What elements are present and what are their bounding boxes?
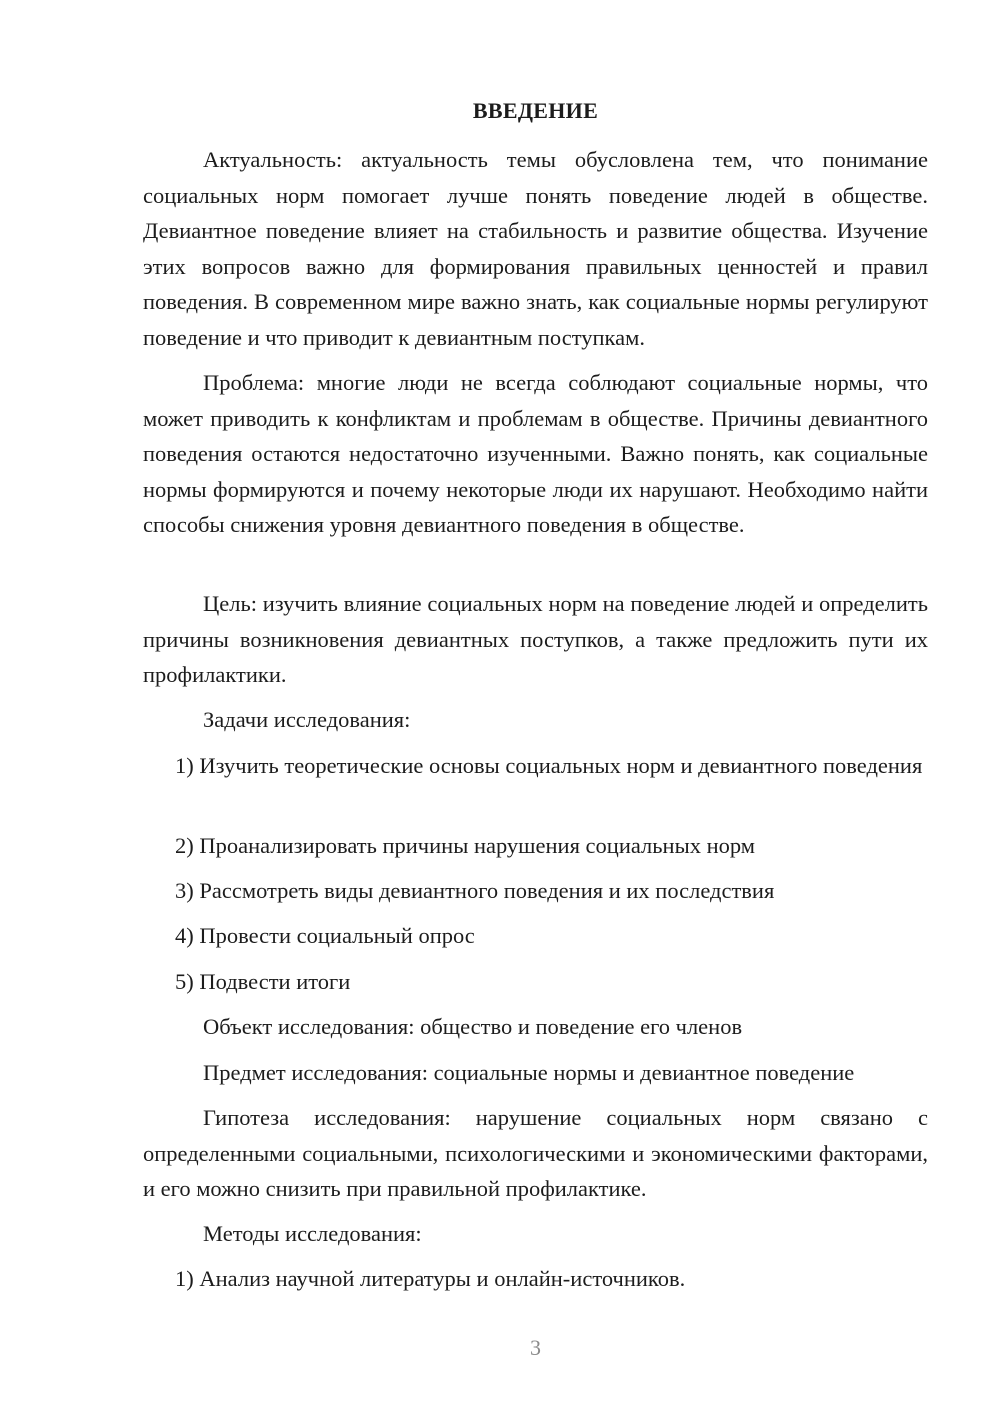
research-subject: Предмет исследования: социальные нормы и девиантное поведение	[203, 1060, 855, 1085]
tasks-heading: Задачи исследования:	[203, 707, 411, 732]
paragraph-goal: Цель: изучить влияние социальных норм на поведение людей и определить причины возникновения девиантных поступков, а также предложить пути их профилактики.	[143, 591, 928, 687]
paragraph-problem: Проблема: многие люди не всегда соблюдают социальные нормы, что может приводить к конфликтам и проблемам в обществе. Причины девиантного поведения остаются недостаточно изученными. Важно понять, как социальные нормы формируются и почему некоторые люди их нарушают. Необходимо найти способы снижения уровня девиантного поведения в обществе.	[143, 370, 928, 537]
task-item-5: 5) Подвести итоги	[175, 969, 351, 994]
task-item-1: 1) Изучить теоретические основы социальных норм и девиантного поведения	[175, 753, 923, 778]
section-title: ВВЕДЕНИЕ	[472, 98, 599, 123]
method-item-1: 1) Анализ научной литературы и онлайн-источников.	[175, 1266, 686, 1291]
research-object: Объект исследования: общество и поведение его членов	[203, 1014, 743, 1039]
task-item-2: 2) Проанализировать причины нарушения социальных норм	[175, 833, 756, 858]
page-number: 3	[530, 1335, 541, 1360]
paragraph-hypothesis: Гипотеза исследования: нарушение социальных норм связано с определенными социальными, психологическими и экономическими факторами, и его можно снизить при правильной профилактике.	[143, 1105, 928, 1201]
task-item-4: 4) Провести социальный опрос	[175, 923, 475, 948]
paragraph-relevance: Актуальность: актуальность темы обусловлена тем, что понимание социальных норм помогает лучше понять поведение людей в обществе. Девиантное поведение влияет на стабильность и развитие общества. Изучение этих вопросов важно для формирования правильных ценностей и правил поведения. В современном мире важно знать, как социальные нормы регулируют поведение и что приводит к девиантным поступкам.	[143, 147, 928, 350]
task-item-3: 3) Рассмотреть виды девиантного поведения и их последствия	[175, 878, 775, 903]
methods-heading: Методы исследования:	[203, 1221, 422, 1246]
document-page	[143, 0, 928, 1414]
